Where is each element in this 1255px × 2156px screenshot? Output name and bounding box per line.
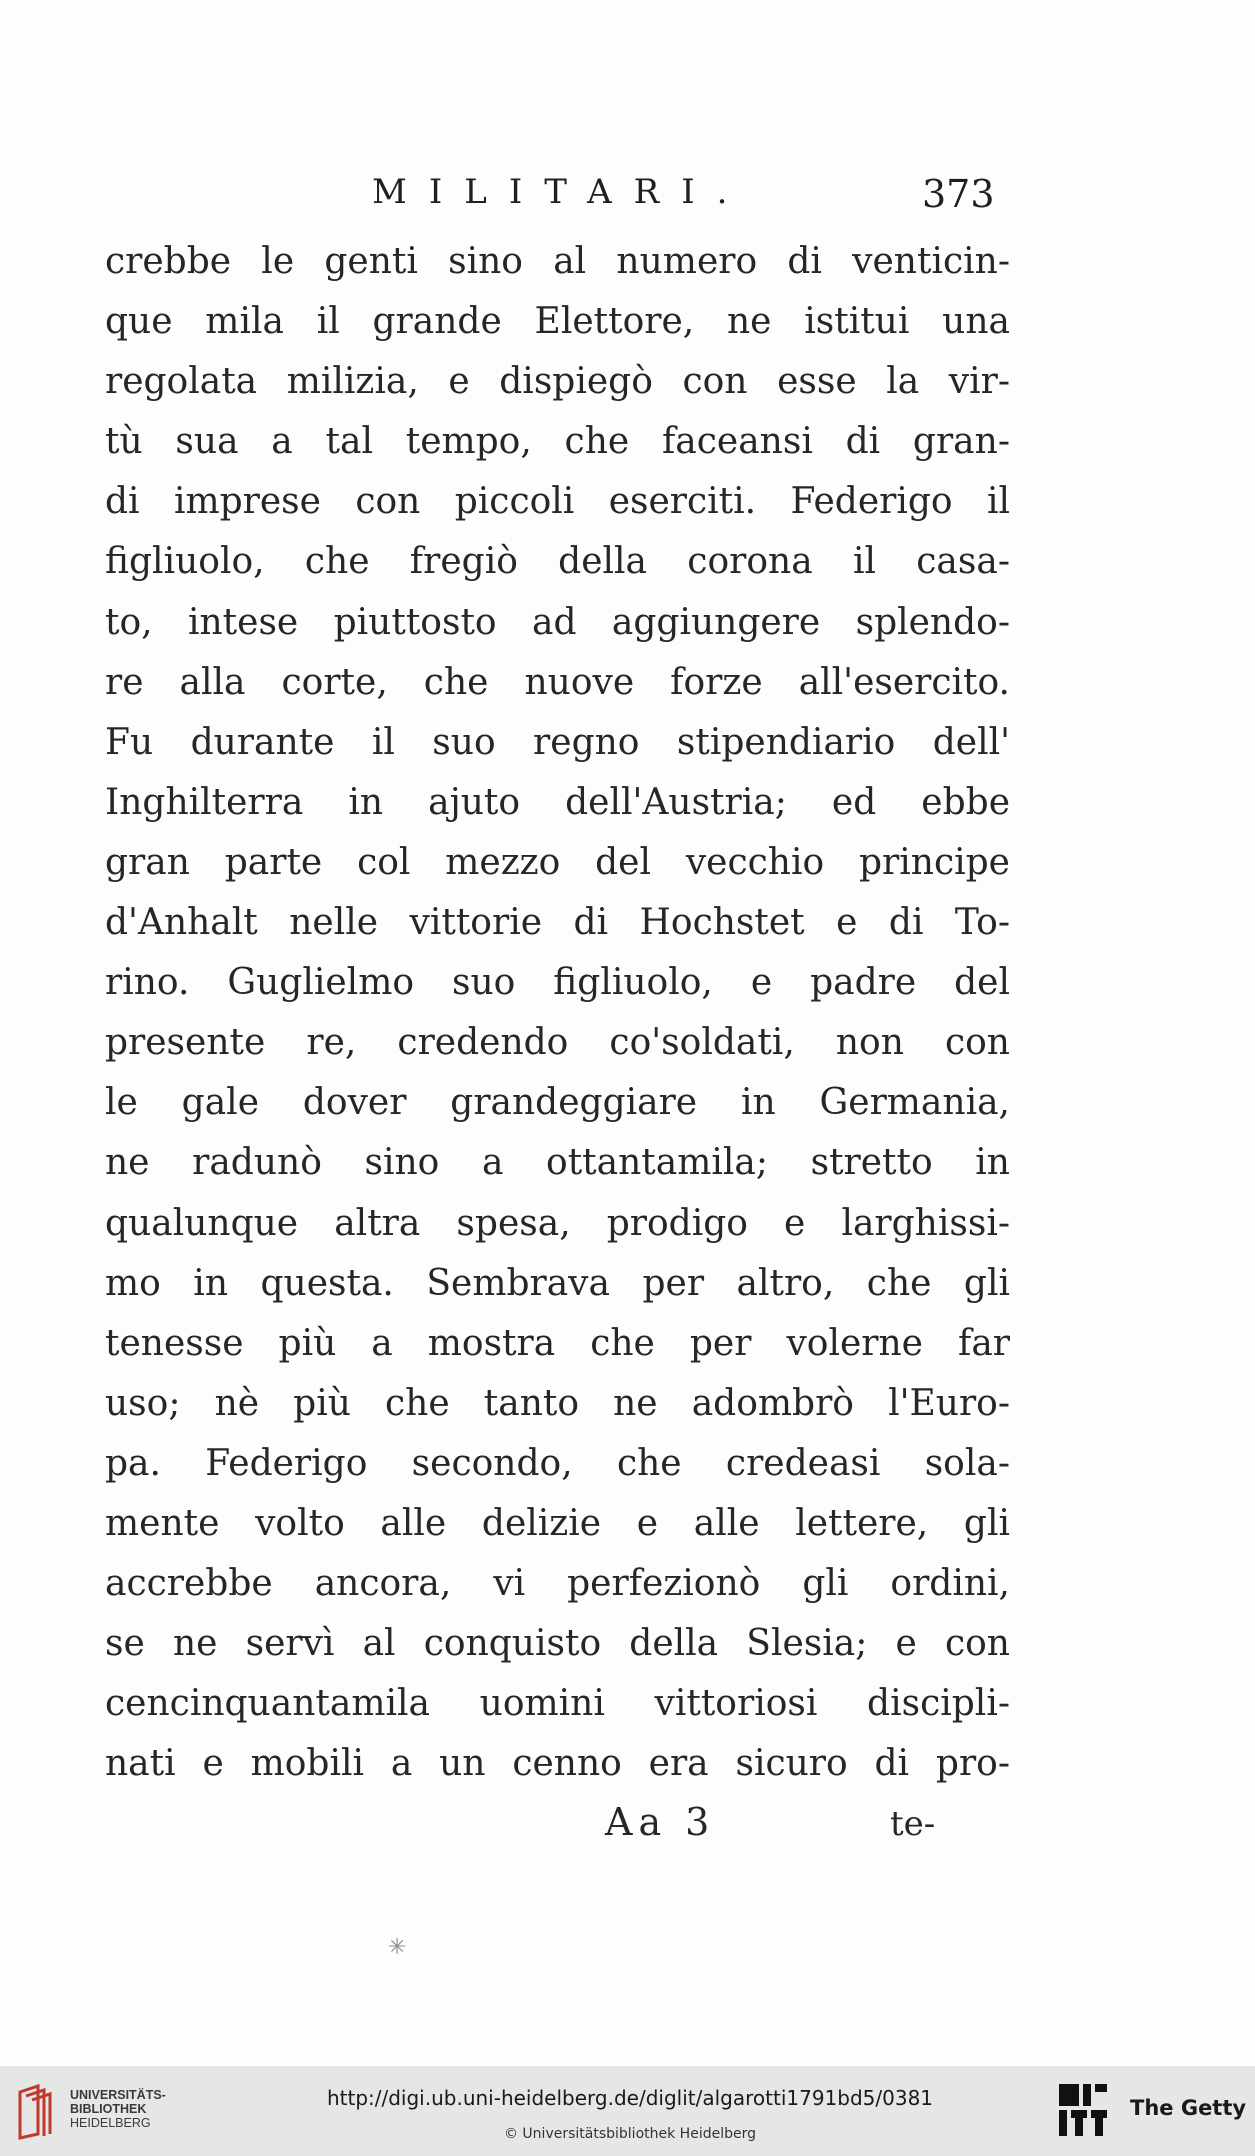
running-head-title: MILITARI.: [372, 172, 750, 212]
institution-line: UNIVERSITÄTS-: [70, 2088, 166, 2102]
text-line: figliuolo, che fregiò della corona il casa-: [105, 541, 1010, 583]
catchword: te-: [890, 1804, 936, 1844]
text-line: tù sua a tal tempo, che faceansi di gran-: [105, 421, 1010, 463]
text-line: tenesse più a mostra che per volerne far: [105, 1322, 1010, 1364]
text-line: presente re, credendo co'soldati, non con: [105, 1022, 1010, 1064]
document-url-link[interactable]: http://digi.ub.uni-heidelberg.de/diglit/algarotti1791bd5/0381: [326, 2086, 934, 2110]
running-head: [0, 172, 1255, 232]
text-line: le gale dover grandeggiare in Germania,: [105, 1082, 1010, 1124]
text-line: pa. Federigo secondo, che credeasi sola-: [105, 1442, 1010, 1484]
partner-name: The Getty: [1130, 2096, 1247, 2120]
page-footer: [0, 1800, 1255, 1860]
text-line: Inghilterra in ajuto dell'Austria; ed ebbe: [105, 781, 1010, 823]
text-line: mo in questa. Sembrava per altro, che gli: [105, 1262, 1010, 1304]
text-line: gran parte col mezzo del vecchio principe: [105, 841, 1010, 883]
signature-mark: Aa 3: [605, 1800, 716, 1844]
text-line: Fu durante il suo regno stipendiario dell': [105, 721, 1010, 763]
text-line: mente volto alle delizie e alle lettere, gli: [105, 1502, 1010, 1544]
text-line: se ne servì al conquisto della Slesia; e con: [105, 1623, 1010, 1665]
text-line: to, intese piuttosto ad aggiungere splendo-: [105, 601, 1010, 643]
ub-heidelberg-logo-icon[interactable]: [14, 2084, 64, 2140]
text-line: ne radunò sino a ottantamila; stretto in: [105, 1142, 1010, 1184]
body-text: [105, 232, 1010, 1794]
text-line: re alla corte, che nuove forze all'esercito.: [105, 661, 1010, 703]
text-line: crebbe le genti sino al numero di venticin-: [105, 241, 1010, 282]
page-number: 373: [922, 172, 995, 216]
institution-line: BIBLIOTHEK: [70, 2102, 147, 2116]
text-line: nati e mobili a un cenno era sicuro di pro-: [105, 1743, 1010, 1785]
text-line: cencinquantamila uomini vittoriosi discipli-: [105, 1683, 1010, 1725]
text-line: que mila il grande Elettore, ne istitui una: [105, 301, 1010, 343]
text-line: di imprese con piccoli eserciti. Federigo il: [105, 481, 1010, 523]
text-line: accrebbe ancora, vi perfezionò gli ordini,: [105, 1563, 1010, 1605]
text-line: d'Anhalt nelle vittorie di Hochstet e di To-: [105, 902, 1010, 944]
text-line: qualunque altra spesa, prodigo e larghissi-: [105, 1202, 1010, 1244]
getty-logo-icon[interactable]: [1055, 2080, 1111, 2140]
viewer-footer-bar: [0, 2066, 1255, 2156]
text-line: rino. Guglielmo suo figliuolo, e padre del: [105, 962, 1010, 1004]
ub-heidelberg-wordmark: [70, 2088, 166, 2130]
copyright-notice: © Universitätsbibliothek Heidelberg: [503, 2126, 756, 2142]
text-line: uso; nè più che tanto ne adombrò l'Euro-: [105, 1382, 1010, 1424]
institution-line: HEIDELBERG: [70, 2116, 151, 2130]
ornament-icon: ✳: [388, 1935, 407, 1960]
text-line: regolata milizia, e dispiegò con esse la vir-: [105, 361, 1010, 403]
